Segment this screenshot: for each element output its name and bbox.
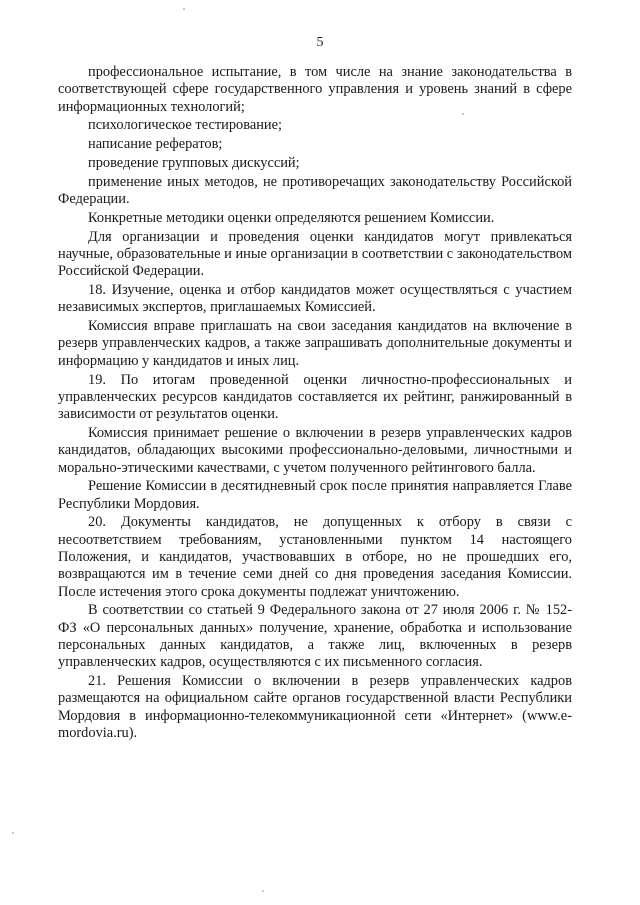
paragraph: Конкретные методики оценки определяются решением Комиссии. xyxy=(88,209,495,226)
paragraph: Комиссия принимает решение о включении в резерв управленческих кадров кандидатов, обладающих высокими профессионально-деловыми, личностными и морально-этическими качествами, с учетом полученного рейтингового балла. xyxy=(58,424,572,476)
paragraph: написание рефератов; xyxy=(88,136,223,153)
paragraph: 20. Документы кандидатов, не допущенных к отбору в связи с несоответствием требованиям, установленными пунктом 14 настоящего Положения, и кандидатов, участвовавших в отборе, но не прошедших его, возвращаются им в течение семи дней со дня проведения заседания Комиссии. После истечения этого срока документы подлежат уничтожению. xyxy=(58,514,572,600)
scan-speck xyxy=(262,890,264,892)
scan-speck xyxy=(462,113,464,115)
paragraph: Для организации и проведения оценки кандидатов могут привлекаться научные, образовательные и иные организации в соответствии с законодательством Российской Федерации. xyxy=(58,228,572,280)
paragraph: Комиссия вправе приглашать на свои заседания кандидатов на включение в резерв управленческих кадров, а также запрашивать дополнительные документы и информацию у кандидатов и иных лиц. xyxy=(58,318,572,369)
paragraph: профессиональное испытание, в том числе на знание законодательства в соответствующей сфере государственного управления и уровень знаний в сфере информационных технологий; xyxy=(58,64,572,115)
paragraph: 18. Изучение, оценка и отбор кандидатов может осуществляться с участием независимых экспертов, приглашаемых Комиссией. xyxy=(58,282,572,316)
paragraph: В соответствии со статьей 9 Федерального закона от 27 июля 2006 г. № 152-ФЗ «О персональных данных» получение, хранение, обработка и использование персональных данных кандидатов, а также лиц, включенных в резерв управленческих кадров, осуществляются с их письменного согласия. xyxy=(58,602,572,671)
paragraph: 19. По итогам проведенной оценки личностно-профессиональных и управленческих ресурсов кандидатов составляется их рейтинг, ранжированный в зависимости от результатов оценки. xyxy=(58,371,572,423)
scan-speck xyxy=(12,832,14,834)
paragraph: Решение Комиссии в десятидневный срок после принятия направляется Главе Республики Мордовия. xyxy=(58,478,572,512)
paragraph: психологическое тестирование; xyxy=(88,117,282,134)
page-number: 5 xyxy=(316,35,324,50)
paragraph: применение иных методов, не противоречащих законодательству Российской Федерации. xyxy=(58,173,572,208)
paragraph: проведение групповых дискуссий; xyxy=(88,154,300,171)
document-body xyxy=(58,64,572,744)
paragraph: 21. Решения Комиссии о включении в резерв управленческих кадров размещаются на официальном сайте органов государственной власти Республики Мордовия в информационно-телекоммуникационной сети «Интернет» (www.e-mordovia.ru). xyxy=(58,673,572,741)
scan-speck xyxy=(183,8,185,10)
